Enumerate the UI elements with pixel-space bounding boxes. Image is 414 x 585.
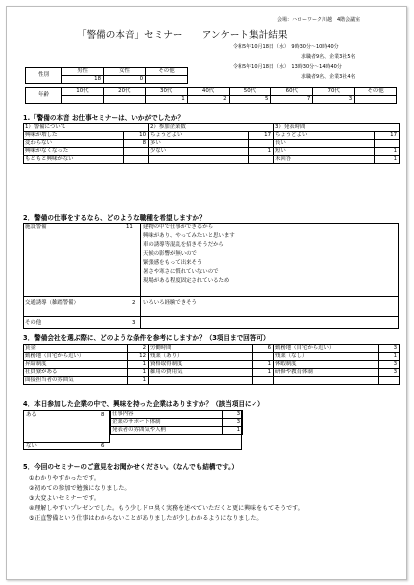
- q4-yes-count: 8: [101, 412, 105, 418]
- q3-item: 労働時間: [149, 345, 253, 353]
- age-header: 60代: [271, 88, 313, 96]
- q1-table: [23, 123, 400, 164]
- q3-count: 6: [253, 345, 274, 353]
- q3-count: 1: [253, 369, 274, 377]
- q4-reason: 発表者の雰囲気や人柄: [111, 427, 223, 435]
- q5-title: 5．今回のセミナーのご意見をお聞かせください。（なんでも結構です。）: [23, 463, 239, 471]
- q3-item: 昇給制度: [24, 361, 128, 369]
- age-header: 30代: [145, 88, 187, 96]
- age-value: 1: [145, 96, 187, 104]
- q3-count: [379, 377, 400, 385]
- q4-reason-count: 3: [223, 419, 243, 427]
- q2-facility-comment: 暑さや寒さに慣れていないので: [143, 269, 219, 275]
- gender-header: 男性: [62, 68, 104, 76]
- session1-date: 令和5年10月18日（水） 9時30分～10時40分: [233, 44, 339, 50]
- q5-comment: ③大変よいセミナーです。: [29, 495, 100, 502]
- q1-col3-header: 3）発表時間: [274, 124, 400, 132]
- age-value: 2: [187, 96, 229, 104]
- q4-reason-count: 3: [223, 411, 243, 419]
- q3-item: [149, 377, 253, 385]
- q2-traffic-label: 交通誘導（雑踏警備）: [25, 300, 79, 306]
- q5-comment: ②初めての参加で勉強になりました。: [29, 485, 131, 492]
- age-header: 50代: [229, 88, 271, 96]
- q2-traffic-count: 2: [132, 300, 136, 306]
- q3-count: 3: [379, 345, 400, 353]
- q1-item: もともと興味がない: [24, 156, 124, 164]
- q1-count: 1: [375, 156, 400, 164]
- q1-item: ちょうどよい: [274, 132, 375, 140]
- q3-item: 勤務地（自宅から近い）: [274, 345, 379, 353]
- q2-other-count: 3: [132, 320, 136, 326]
- q2-facility-comment: 建物の中で仕事ができるから: [143, 224, 214, 230]
- q1-item: ちょうどよい: [149, 132, 249, 140]
- q2-traffic-row: [23, 296, 399, 317]
- q2-facility-comment: 天候の影響が無いので: [143, 251, 197, 257]
- q1-col1-header: 1）警備について: [24, 124, 149, 132]
- gender-value: 18: [62, 76, 104, 84]
- q1-count: [249, 156, 274, 164]
- q2-traffic-comment: いろいろ経験できそう: [143, 300, 197, 306]
- age-header: 40代: [187, 88, 229, 96]
- session2-count: 求職者9名、企業3社4名: [301, 74, 356, 80]
- q1-count: 1: [375, 148, 400, 156]
- q4-reason-count: 1: [223, 427, 243, 435]
- q1-item: 長い: [274, 140, 375, 148]
- q3-count: 1: [253, 361, 274, 369]
- q3-count: 1: [379, 353, 400, 361]
- q3-item: 賞金: [24, 345, 128, 353]
- q3-item: 残業（なし）: [274, 353, 379, 361]
- q3-item: 休暇制度: [274, 361, 379, 369]
- q3-item: 勤務地（自宅から近い）: [24, 353, 128, 361]
- q1-item: 未回答: [274, 156, 375, 164]
- q2-facility-comment: 興味があり、やってみたいと思います: [143, 233, 235, 239]
- gender-header: その他: [146, 68, 188, 76]
- q2-facility-label: 施設警備: [25, 224, 47, 230]
- q2-facility-comment: 緊張感をもって出来そう: [143, 260, 203, 266]
- q1-title: 1.「警備の本音 お仕事セミナーは、いかがでしたか？: [23, 114, 185, 122]
- age-value: [103, 96, 145, 104]
- q2-facility-comment: 現場がある程度固定されているため: [143, 278, 230, 284]
- q3-count: 3: [379, 361, 400, 369]
- age-value: 5: [229, 96, 271, 104]
- q3-item: 資格取得制度: [149, 361, 253, 369]
- q1-count: 17: [375, 132, 400, 140]
- q1-count: 1: [249, 148, 274, 156]
- session1-count: 求職者9名、企業3社5名: [301, 54, 356, 60]
- age-value: 7: [271, 96, 313, 104]
- q1-count: [124, 156, 149, 164]
- q1-item: 興味がなくなった: [24, 148, 124, 156]
- age-header: 20代: [103, 88, 145, 96]
- q1-item: 少ない: [149, 148, 249, 156]
- q3-item: 社員寮がある: [24, 369, 128, 377]
- gender-value: 0: [104, 76, 146, 84]
- q1-count: [124, 148, 149, 156]
- q3-count: [253, 377, 274, 385]
- q1-col2-header: 2）参加企業数: [149, 124, 274, 132]
- q1-count: [249, 140, 274, 148]
- q4-reason-table: [110, 410, 243, 435]
- q4-reason: 企業のサポート体制: [111, 419, 223, 427]
- q3-count: 12: [128, 353, 149, 361]
- q2-title: 2．警備の仕事をするなら、どのような職種を希望しますか？: [23, 214, 206, 222]
- q1-item: 興味が増した: [24, 132, 124, 140]
- q1-count: [375, 140, 400, 148]
- q2-facility-comment: 車の誘導等混乱を招きそうだから: [143, 242, 224, 248]
- q5-comment: ①わかりやすかったです。: [29, 475, 100, 482]
- q1-item: 多い: [149, 140, 249, 148]
- q3-item: 面接担当者の雰囲気: [24, 377, 128, 385]
- q4-no-label: ない: [26, 443, 37, 449]
- q3-count: 3: [379, 369, 400, 377]
- q2-facility-count: 11: [126, 224, 133, 230]
- q3-table: [23, 344, 400, 385]
- q3-item: 残業（あり）: [149, 353, 253, 361]
- gender-header: 女性: [104, 68, 146, 76]
- q1-count: 10: [124, 132, 149, 140]
- q3-item: 雑用の費用気: [149, 369, 253, 377]
- age-header: 70代: [313, 88, 355, 96]
- q1-count: 8: [124, 140, 149, 148]
- gender-label: 性別: [26, 68, 62, 84]
- q3-count: 1: [128, 369, 149, 377]
- q1-count: 17: [249, 132, 274, 140]
- age-table: [25, 87, 397, 104]
- q3-count: [253, 353, 274, 361]
- gender-value: [146, 76, 188, 84]
- q1-item: 変わらない: [24, 140, 124, 148]
- q3-count: 1: [128, 377, 149, 385]
- q3-count: 2: [128, 345, 149, 353]
- age-header: その他: [355, 88, 397, 96]
- session2-date: 令和5年10月18日（水） 13時30分～14時40分: [233, 64, 342, 70]
- q3-count: 1: [128, 361, 149, 369]
- q3-item: 研修や教育体制: [274, 369, 379, 377]
- document-title: 「警備の本音」セミナー アンケート集計結果: [77, 30, 288, 41]
- age-value: 3: [313, 96, 355, 104]
- age-header: 10代: [62, 88, 104, 96]
- q1-item: [149, 156, 249, 164]
- venue-text: 会場：ハローワーク川越 4階会議室: [277, 17, 361, 23]
- q2-other-label: その他: [25, 320, 42, 326]
- age-value: [62, 96, 104, 104]
- age-value: [355, 96, 397, 104]
- q3-title: 3．警備会社を選ぶ際に、どのような条件を参考にしますか？（3項目まで回答可）: [23, 334, 270, 342]
- q4-yes-label: ある: [26, 412, 37, 418]
- gender-table: [25, 67, 188, 84]
- q5-comment: ④理解しやすいプレゼンでした。もう少しドロ臭く実務を述べていただくと更に興味をもてそうです。: [29, 505, 304, 512]
- q4-title: 4．本日参加した企業の中で、興味を持った企業はありますか？（該当項目に✓）: [23, 400, 264, 408]
- q4-reason: 仕事内容: [111, 411, 223, 419]
- q5-comment: ⑤正直警備という仕事はわからないことがありましたが少しわかるようになりました。: [29, 515, 263, 522]
- q1-item: 短い: [274, 148, 375, 156]
- q4-no-count: 6: [101, 443, 105, 449]
- q3-item: [274, 377, 379, 385]
- age-label: 年齢: [26, 88, 62, 104]
- document-page: [6, 6, 407, 580]
